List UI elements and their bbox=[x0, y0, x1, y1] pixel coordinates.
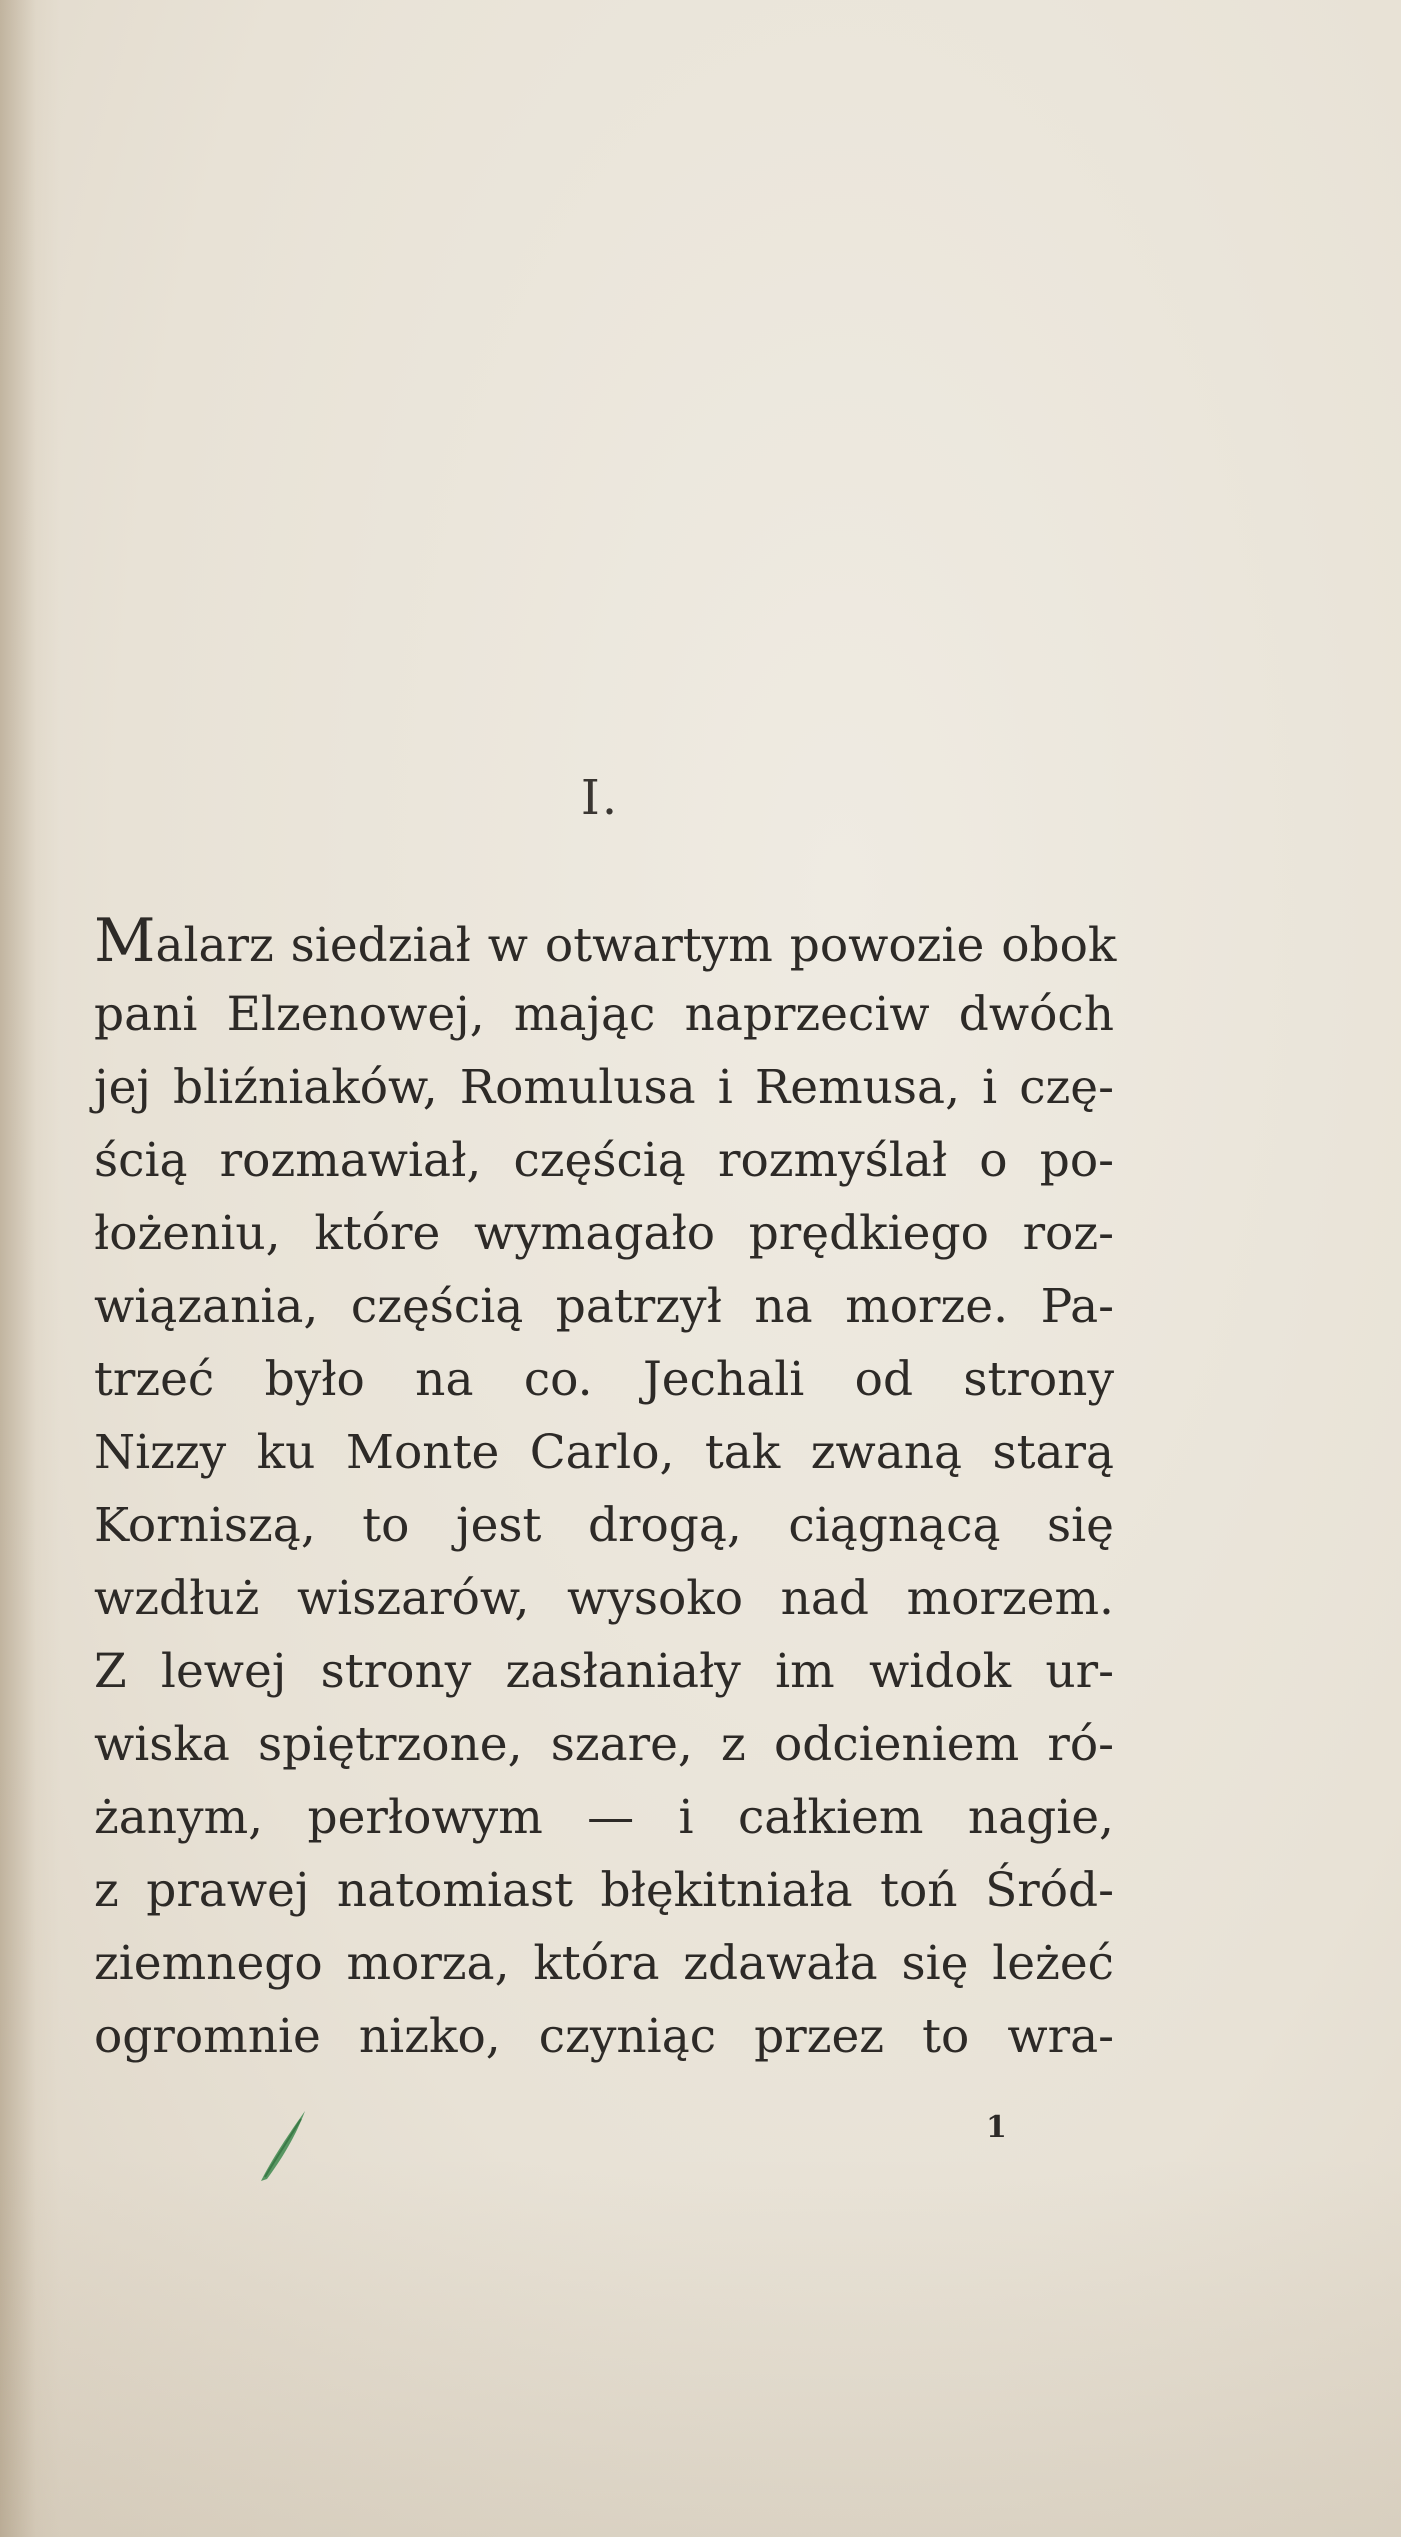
page-bottom-shade bbox=[0, 2157, 1401, 2537]
green-ink-mark-icon bbox=[255, 2105, 315, 2185]
text-line: łożeniu, które wymagało prędkiego roz- bbox=[94, 1206, 1114, 1261]
text-line: Z lewej strony zasłaniały im widok ur- bbox=[94, 1644, 1114, 1699]
text-line: pani Elzenowej, mając naprzeciw dwóch bbox=[94, 987, 1114, 1042]
initial-letter: M bbox=[94, 906, 156, 976]
body-text bbox=[94, 905, 1117, 2073]
chapter-number: I. bbox=[580, 770, 620, 826]
text-line: ścią rozmawiał, częścią rozmyślał o po- bbox=[94, 1133, 1114, 1188]
first-line-rest: alarz siedział w otwartym powozie obok bbox=[155, 918, 1117, 973]
text-line: trzeć było na co. Jechali od strony bbox=[94, 1352, 1114, 1407]
text-line: wzdłuż wiszarów, wysoko nad morzem. bbox=[94, 1571, 1114, 1626]
text-line: wiska spiętrzone, szare, z odcieniem ró- bbox=[94, 1717, 1114, 1772]
text-line: wiązania, częścią patrzył na morze. Pa- bbox=[94, 1279, 1114, 1334]
text-line-first bbox=[94, 905, 1117, 978]
page-number: 1 bbox=[986, 2110, 1007, 2145]
text-line: z prawej natomiast błękitniała toń Śród- bbox=[94, 1863, 1114, 1918]
text-line: ziemnego morza, która zdawała się leżeć bbox=[94, 1936, 1114, 1991]
text-line: ogromnie nizko, czyniąc przez to wra- bbox=[94, 2009, 1114, 2064]
text-line: Korniszą, to jest drogą, ciągnącą się bbox=[94, 1498, 1114, 1553]
text-line: Nizzy ku Monte Carlo, tak zwaną starą bbox=[94, 1425, 1114, 1480]
text-line: żanym, perłowym — i całkiem nagie, bbox=[94, 1790, 1114, 1845]
text-line: jej bliźniaków, Romulusa i Remusa, i czę- bbox=[94, 1060, 1114, 1115]
